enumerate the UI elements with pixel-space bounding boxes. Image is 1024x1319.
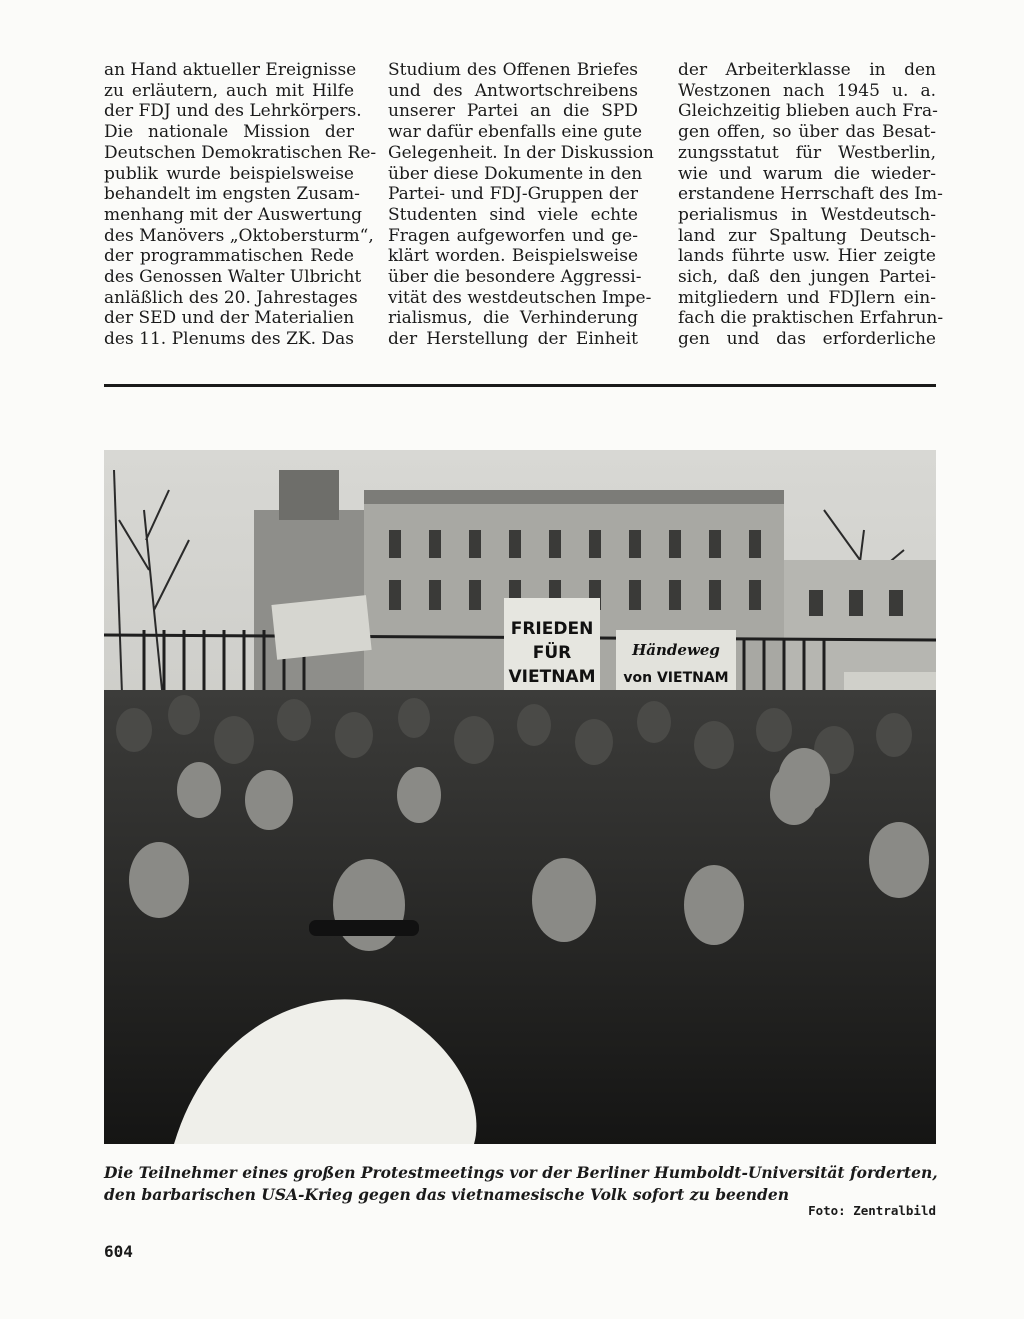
text-line: an Hand aktueller Ereignisse — [104, 60, 357, 80]
text-line: unserer Partei an die SPD — [388, 101, 638, 122]
text-line: Deutschen Demokratischen Re- — [104, 142, 377, 163]
protest-photo — [104, 450, 936, 1144]
text-column-3 — [678, 60, 944, 350]
text-line: der Arbeiterklasse in den — [678, 60, 936, 80]
text-line: gen offen, so über das Besat- — [678, 122, 936, 143]
text-line: Studenten sind viele echte — [388, 204, 638, 225]
sign1-line1: FRIEDEN — [510, 619, 594, 639]
page-number: 604 — [104, 1242, 133, 1261]
text-line: der FDJ und des Lehrkörpers. — [104, 101, 362, 122]
caption-line-2: den barbarischen USA-Krieg gegen das vietnamesische Volk sofort zu beenden — [104, 1185, 789, 1204]
photo-caption — [104, 1162, 936, 1206]
text-line: gen und das erforderliche — [678, 329, 936, 350]
text-line: Gleichzeitig blieben auch Fra- — [678, 101, 938, 122]
text-line: perialismus in Westdeutsch- — [678, 204, 936, 225]
text-line: Gelegenheit. In der Diskussion — [388, 142, 654, 163]
text-line: Die nationale Mission der — [104, 122, 354, 143]
text-line: zungsstatut für Westberlin, — [678, 142, 936, 163]
text-line: des Genossen Walter Ulbricht — [104, 267, 362, 288]
caption-line-1: Die Teilnehmer eines großen Protestmeetings vor der Berliner Humboldt-Universität forderten, — [104, 1163, 938, 1182]
text-line: Westzonen nach 1945 u. a. — [678, 80, 936, 101]
sign1-line3: VIETNAM — [508, 667, 596, 687]
text-line: wie und warum die wieder- — [678, 163, 936, 184]
text-line: des 11. Plenums des ZK. Das — [104, 329, 354, 350]
text-line: der Herstellung der Einheit — [388, 329, 638, 350]
sign2-line2: von VIETNAM — [623, 670, 729, 686]
section-divider — [104, 384, 936, 387]
text-line: anläßlich des 20. Jahrestages — [104, 287, 358, 308]
text-line: erstandene Herrschaft des Im- — [678, 184, 943, 205]
text-line: des Manövers „Oktobersturm“, — [104, 225, 374, 246]
sign1-line2: FÜR — [532, 643, 572, 663]
text-line: klärt worden. Beispielsweise — [388, 246, 638, 267]
text-line: Fragen aufgeworfen und ge- — [388, 225, 638, 246]
text-line: fach die praktischen Erfahrun- — [678, 308, 944, 329]
text-line: menhang mit der Auswertung — [104, 204, 363, 225]
article-columns — [104, 60, 944, 350]
placard-left — [271, 595, 371, 660]
text-line: vität des westdeutschen Impe- — [388, 287, 652, 308]
text-line: der SED und der Materialien — [104, 308, 355, 329]
text-line: war dafür ebenfalls eine gute — [388, 122, 643, 143]
text-line: der programmatischen Rede — [104, 246, 354, 267]
text-line: lands führte usw. Hier zeigte — [678, 246, 936, 267]
text-line: Studium des Offenen Briefes — [388, 60, 638, 80]
text-line: über diese Dokumente in den — [388, 163, 643, 184]
text-line: Partei- und FDJ-Gruppen der — [388, 184, 638, 205]
sign2-line1: Händeweg — [632, 641, 720, 659]
text-line: rialismus, die Verhinderung — [388, 308, 638, 329]
text-line: behandelt im engsten Zusam- — [104, 184, 360, 205]
placard-haendeweg-von-vietnam — [616, 630, 736, 698]
text-line: sich, daß den jungen Partei- — [678, 267, 936, 288]
glasses — [309, 920, 419, 936]
text-line: zu erläutern, auch mit Hilfe — [104, 80, 354, 101]
text-line: publik wurde beispielsweise — [104, 163, 354, 184]
text-line: und des Antwortschreibens — [388, 80, 638, 101]
text-line: land zur Spaltung Deutsch- — [678, 225, 936, 246]
text-line: mitgliedern und FDJlern ein- — [678, 287, 936, 308]
text-line: über die besondere Aggressi- — [388, 267, 642, 288]
text-column-2 — [388, 60, 654, 350]
text-column-1 — [104, 60, 377, 350]
photo-credit: Foto: Zentralbild — [808, 1203, 936, 1218]
